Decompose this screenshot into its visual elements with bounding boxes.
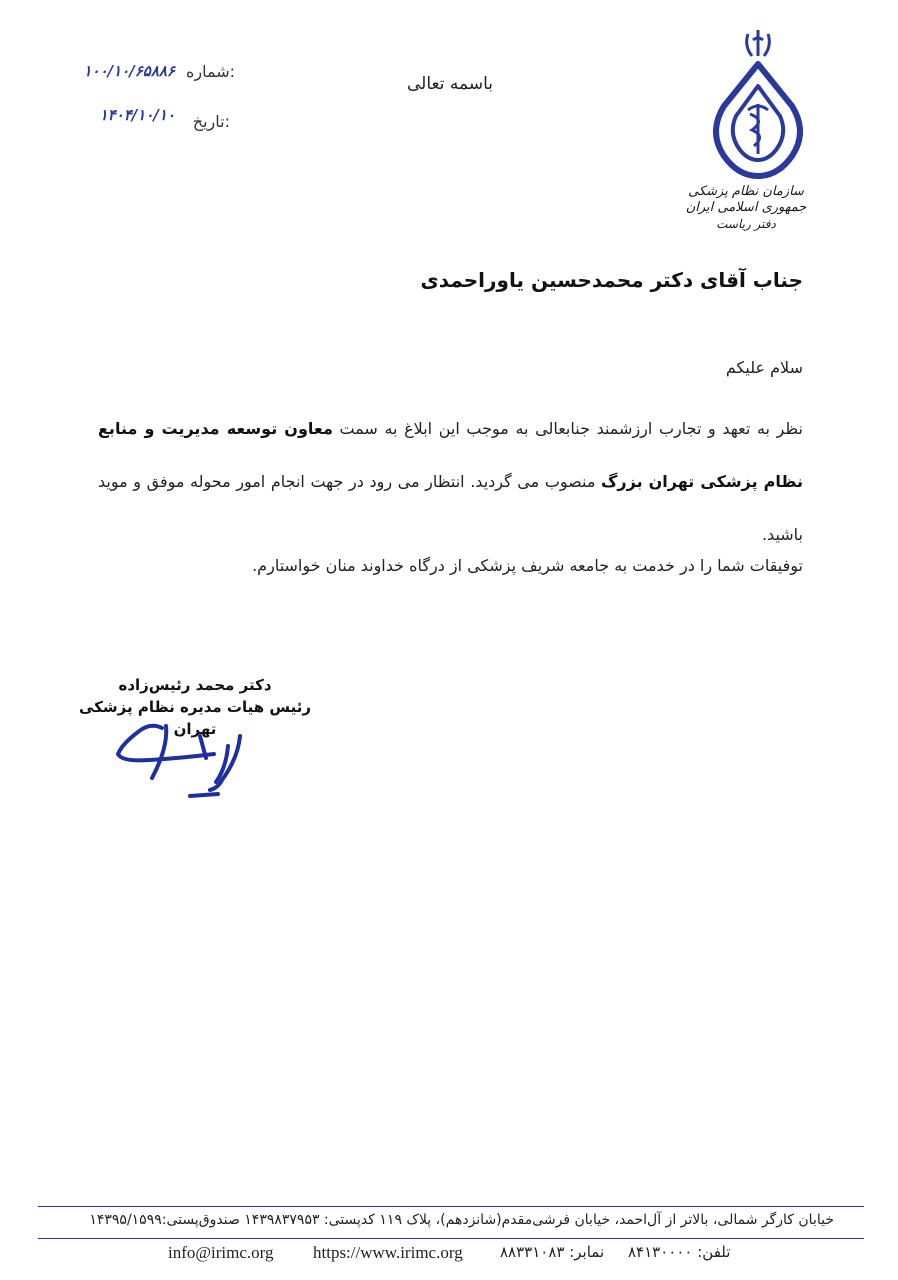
appointment-paragraph	[98, 402, 803, 561]
paragraph-text-start: نظر به تعهد و تجارب ارزشمند جنابعالی به موجب این ابلاغ به سمت	[332, 419, 803, 438]
footer-email-link[interactable]: info@irimc.org	[168, 1243, 274, 1262]
appointment-position: معاون توسعه مدیریت و منابع نظام پزشکی تهران بزرگ	[98, 419, 803, 491]
invocation-heading: باسمه تعالی	[407, 74, 493, 94]
footer-website-link[interactable]: https://www.irimc.org	[313, 1243, 463, 1262]
letter-date-value: ۱۴۰۴/۱۰/۱۰	[99, 106, 175, 124]
letter-number-value: ۱۰۰/۱۰/۶۵۸۸۶	[83, 62, 175, 80]
footer-address: خیابان کارگر شمالی، بالاتر از آل‌احمد، خیابان فرشی‌مقدم(شانزدهم)، پلاک ۱۱۹ کدپستی: ۱۴۳۹۸۳۷۹۵۳ صندوق‌پستی:۱۴۳۹۵/۱۵۹۹	[89, 1212, 834, 1228]
closing-line: توفیقات شما را در خدمت به جامعه شریف پزشکی از درگاه خداوند منان خواستارم.	[252, 556, 803, 575]
footer-phone: تلفن: ۸۴۱۳۰۰۰۰	[628, 1243, 731, 1261]
logo-caption	[666, 184, 826, 232]
logo-organization-name: سازمان نظام پزشکی جمهوری اسلامی ایران	[685, 184, 807, 215]
footer-top-rule	[38, 1206, 864, 1207]
logo-department-name: دفتر ریاست	[716, 217, 776, 231]
letter-date-label: تاریخ:	[192, 112, 230, 131]
paragraph-text-end: منصوب می گردید. انتظار می رود در جهت انجام امور محوله موفق و موید باشید.	[98, 472, 803, 544]
greeting: سلام علیکم	[725, 358, 803, 377]
footer-contact-row	[60, 1243, 740, 1265]
footer-fax: نمابر: ۸۸۳۳۱۰۸۳	[500, 1243, 605, 1261]
footer-bottom-rule	[38, 1238, 864, 1239]
signer-name: دکتر محمد رئیس‌زاده	[118, 676, 272, 694]
recipient-line: جناب آقای دکتر محمدحسین یاوراحمدی	[420, 268, 803, 292]
medical-council-emblem-icon	[708, 26, 808, 186]
signer-title: رئیس هیات مدیره نظام پزشکی تهران	[79, 698, 311, 738]
letter-number-label: شماره:	[185, 62, 235, 81]
organization-logo	[668, 26, 838, 231]
handwritten-signature-icon	[110, 718, 250, 800]
